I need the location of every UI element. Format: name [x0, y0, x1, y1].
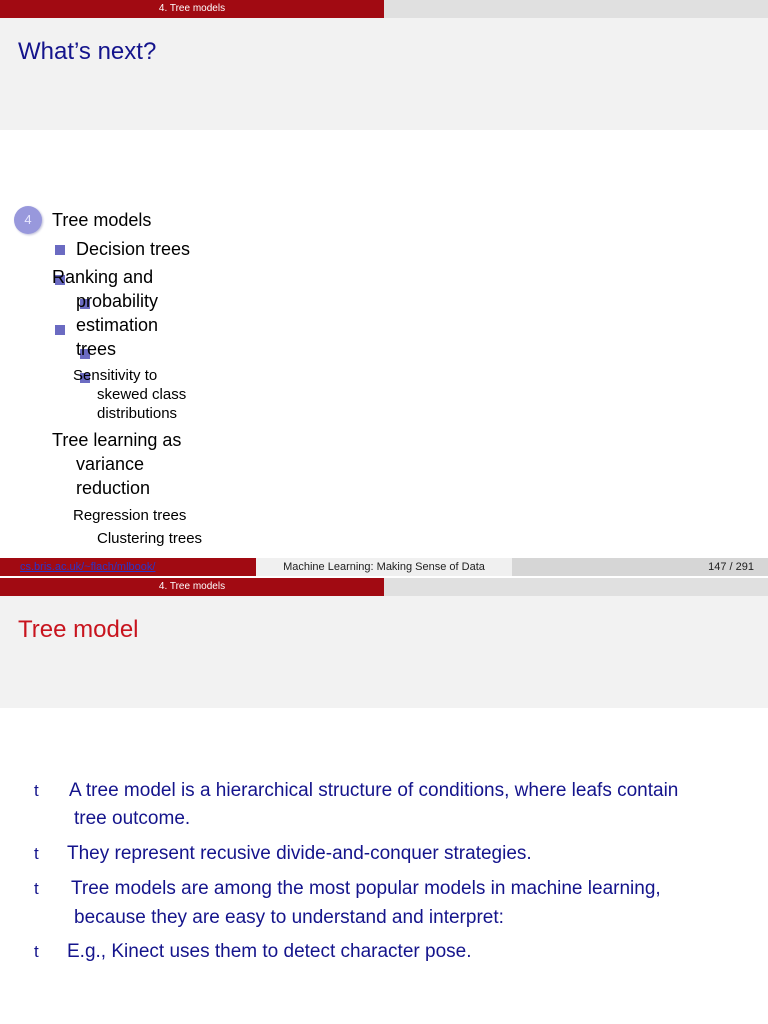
footer-right [512, 558, 768, 576]
outline-item: Clustering trees [97, 530, 203, 547]
section-header-bar [0, 0, 768, 18]
outline-item: probability [76, 291, 159, 311]
slide-title: What’s next? [18, 38, 157, 65]
bullet-marker: t [34, 879, 39, 898]
title-bar [0, 18, 768, 130]
bullet-text: A tree model is a hierarchical structure of conditions, where leafs contain [69, 780, 679, 801]
outline-item: distributions [97, 405, 178, 422]
title-bar [0, 596, 768, 708]
footer-url-link[interactable]: cs.bris.ac.uk/~flach/mlbook/ [20, 561, 156, 573]
footer-book-title: Machine Learning: Making Sense of Data [256, 558, 512, 576]
bullet-marker: t [34, 844, 39, 863]
bullet-marker: t [34, 942, 39, 961]
bullet-square-icon [55, 325, 65, 335]
slide-title: Tree model [18, 616, 139, 643]
bullet-text: because they are easy to understand and interpret: [74, 907, 504, 928]
section-label: 4. Tree models [0, 0, 384, 18]
section-number-badge: 4 [14, 206, 42, 234]
outline-item: Sensitivity to [73, 367, 158, 384]
outline-item: Regression trees [73, 507, 187, 524]
outline-item: Ranking and [52, 267, 154, 287]
page-number: 147 / 291 [708, 561, 754, 573]
bullet-text: E.g., Kinect uses them to detect character pose. [67, 941, 472, 962]
slide-footer [0, 558, 768, 576]
footer-left [0, 558, 256, 576]
section-label: 4. Tree models [0, 578, 384, 596]
bullet-marker: t [34, 781, 39, 800]
slide-tree-model [0, 578, 768, 1024]
outline-item: estimation [76, 315, 159, 335]
outline-item: skewed class [97, 386, 187, 403]
outline-item: reduction [76, 478, 151, 498]
bullet-text: They represent recusive divide-and-conquer strategies. [67, 843, 532, 864]
outline-section-title: Tree models [52, 210, 152, 230]
outline-item: trees [76, 339, 117, 359]
outline-item: Tree learning as [52, 430, 182, 450]
bullet-text: tree outcome. [74, 808, 191, 829]
section-header-bar [0, 578, 768, 596]
outline-item: Decision trees [76, 239, 191, 259]
bullet-square-icon [55, 245, 65, 255]
bullet-text: Tree models are among the most popular models in machine learning, [71, 878, 661, 899]
outline-item: variance [76, 454, 145, 474]
